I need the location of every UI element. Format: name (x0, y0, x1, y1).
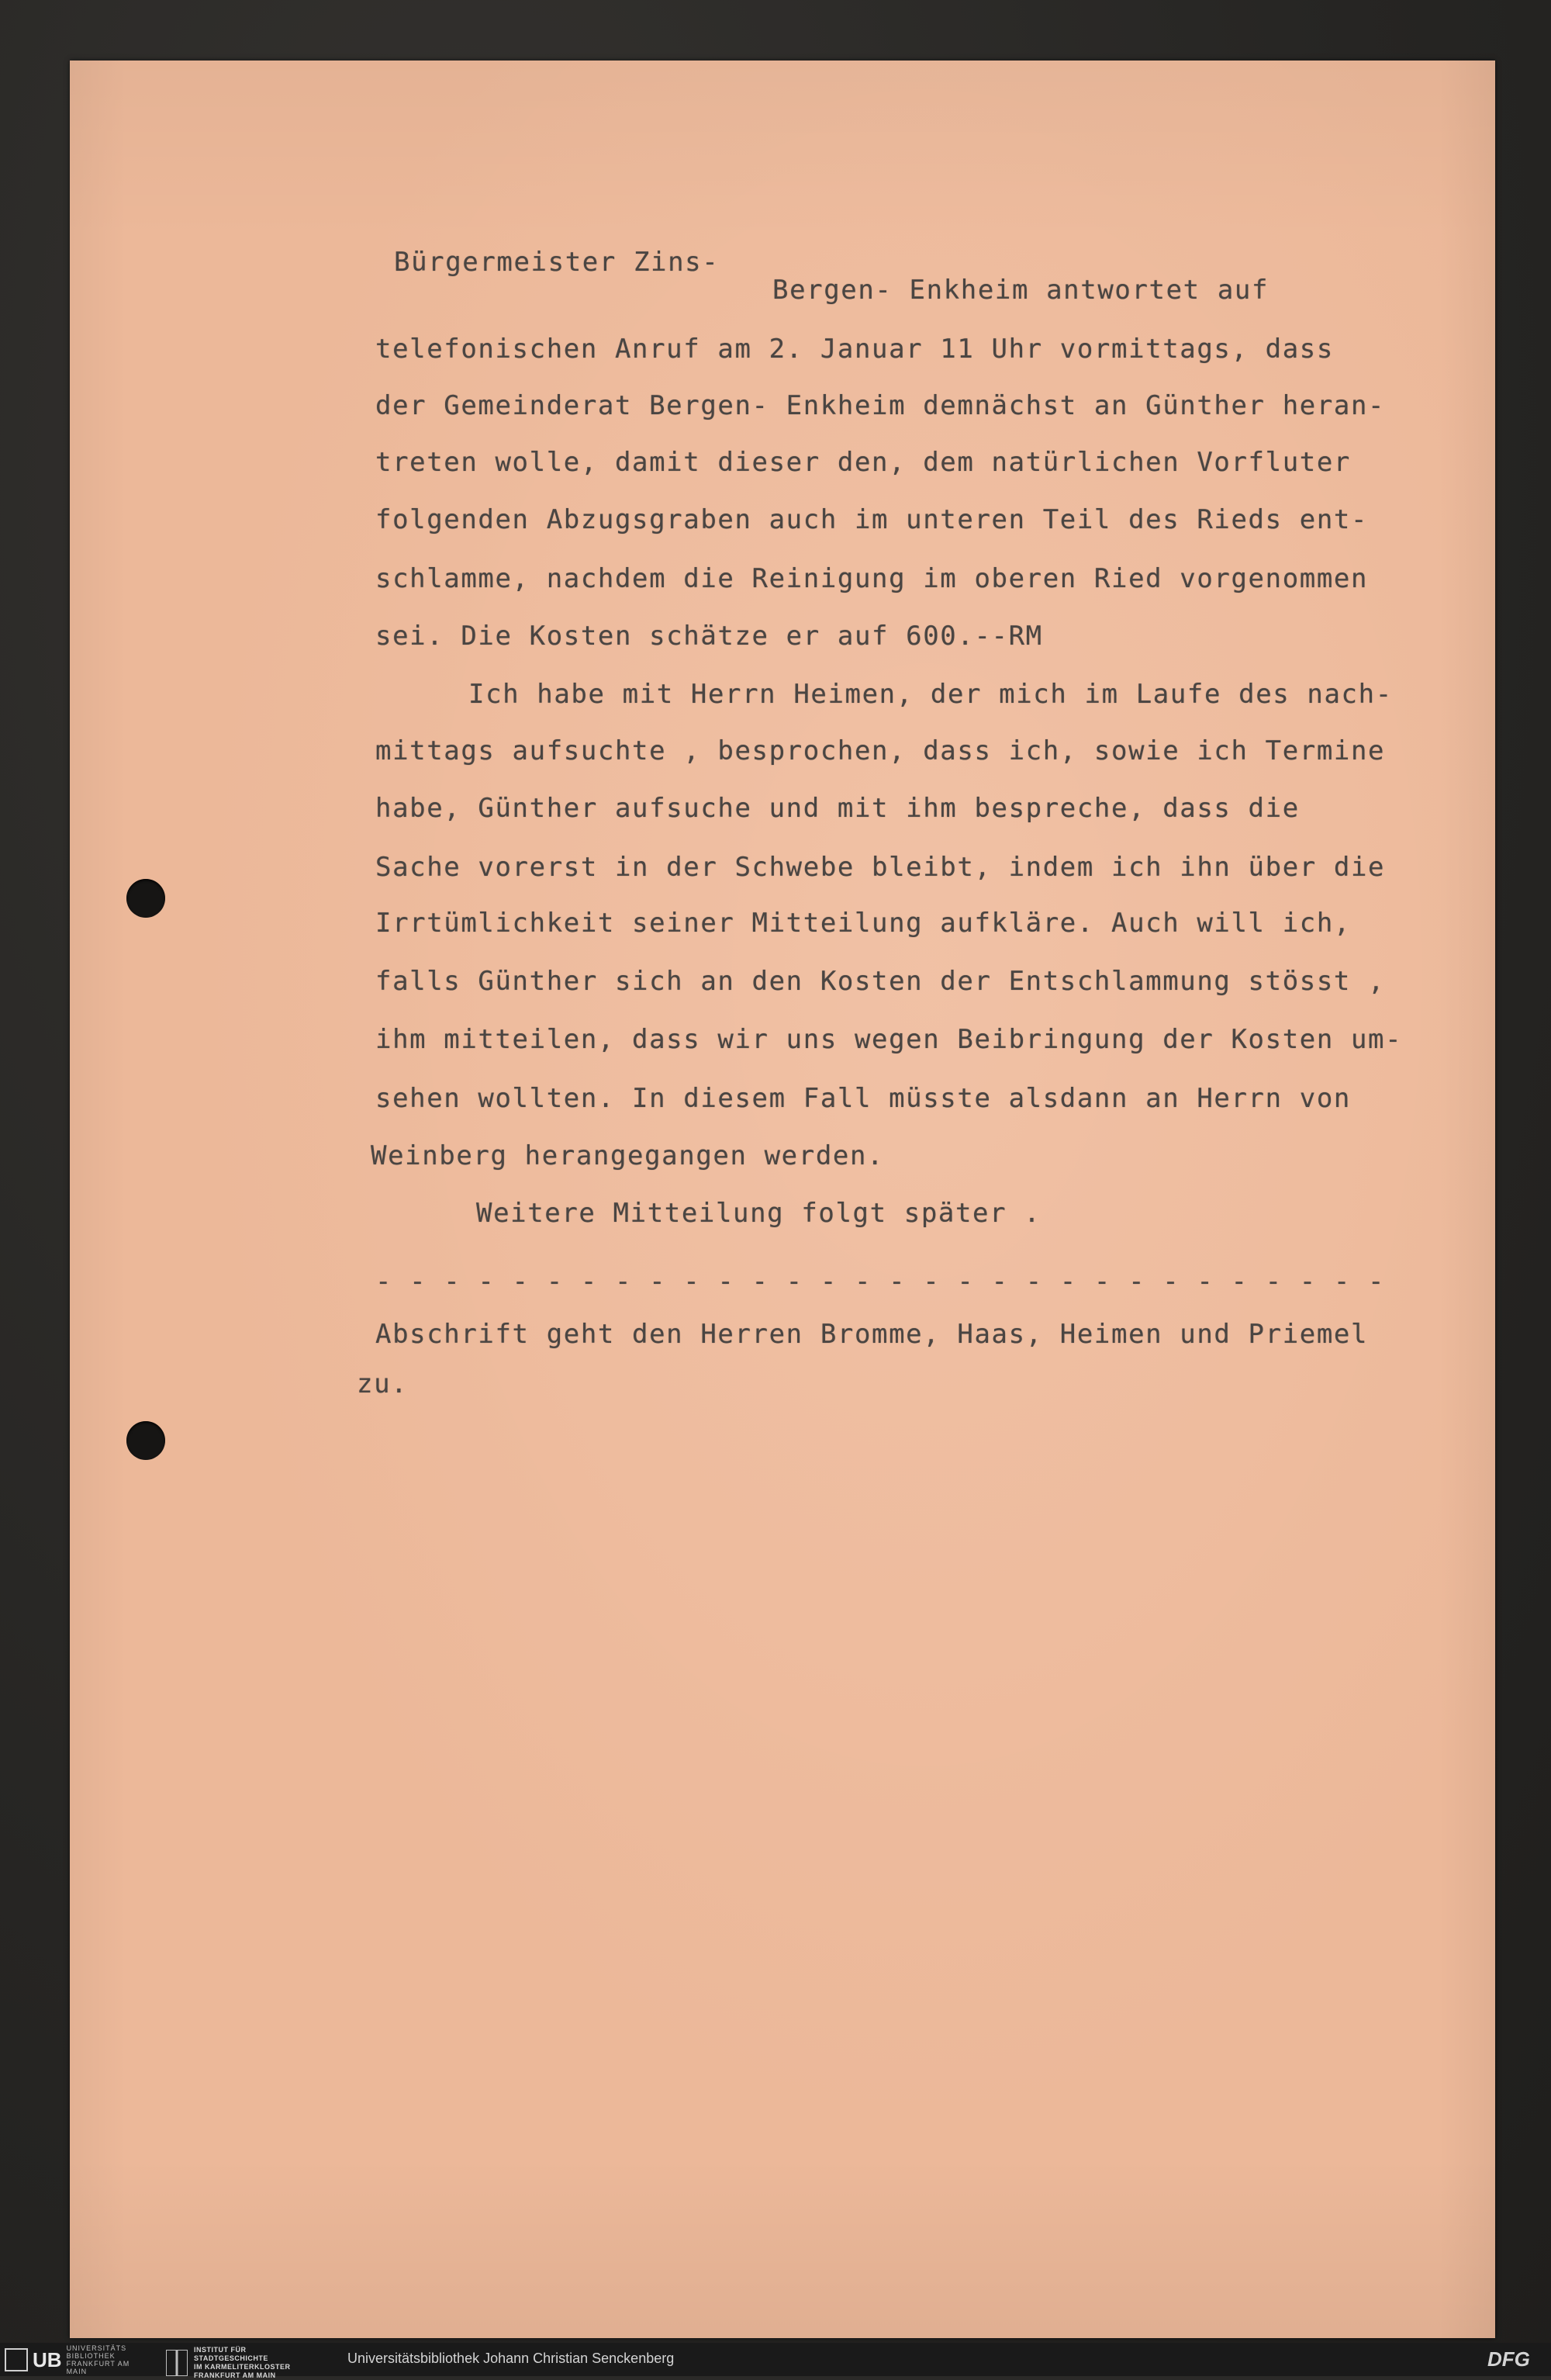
isg-line-2: STADTGESCHICHTE (194, 2354, 268, 2362)
text-line-4: der Gemeinderat Bergen- Enkheim demnächst an Günther heran- (375, 390, 1386, 421)
text-line-3: telefonischen Anruf am 2. Januar 11 Uhr vormittags, dass (375, 334, 1334, 365)
text-line-17: Weinberg herangegangen werden. (371, 1140, 885, 1171)
text-line-5: treten wolle, damit dieser den, dem natürlichen Vorfluter (375, 447, 1351, 478)
text-line-13: Irrtümlichkeit seiner Mitteilung aufkläre. Auch will ich, (375, 908, 1351, 939)
text-line-9: Ich habe mit Herrn Heimen, der mich im Laufe des nach- (468, 679, 1393, 710)
text-line-1: Bürgermeister Zins- (394, 247, 720, 278)
dfg-logo: DFG (1487, 2347, 1530, 2371)
isg-logo-text (194, 2346, 291, 2380)
ub-logo-icon (5, 2348, 28, 2371)
text-line-15: ihm mitteilen, dass wir uns wegen Beibringung der Kosten um- (375, 1024, 1403, 1055)
isg-line-4: FRANKFURT AM MAIN (194, 2371, 276, 2379)
text-line-6: folgenden Abzugsgraben auch im unteren Teil des Rieds ent- (375, 504, 1369, 535)
text-line-16: sehen wollten. In diesem Fall müsste alsdann an Herrn von (375, 1083, 1351, 1114)
text-line-14: falls Günther sich an den Kosten der Entschlammung stösst , (375, 966, 1386, 997)
text-line-10: mittags aufsuchte , besprochen, dass ich, sowie ich Termine (375, 735, 1386, 766)
punch-hole-bottom (126, 1421, 165, 1460)
text-line-8: sei. Die Kosten schätze er auf 600.--RM (375, 621, 1043, 652)
text-line-12: Sache vorerst in der Schwebe bleibt, indem ich ihn über die (375, 852, 1386, 883)
isg-line-1: INSTITUT FÜR (194, 2346, 247, 2354)
ub-logo-subtitle: UNIVERSITÄTS BIBLIOTHEK FRANKFURT AM MAIN (66, 2344, 130, 2375)
text-line-2: Bergen- Enkheim antwortet auf (772, 275, 1269, 306)
text-line-20: zu. (357, 1368, 409, 1399)
library-credit: Universitätsbibliothek Johann Christian Senckenberg (347, 2351, 675, 2366)
isg-logo (166, 2346, 291, 2380)
text-line-11: habe, Günther aufsuche und mit ihm bespreche, dass die (375, 793, 1300, 824)
ub-logo (5, 2344, 141, 2375)
text-line-7: schlamme, nachdem die Reinigung im oberen Ried vorgenommen (375, 563, 1369, 594)
text-line-18: Weitere Mitteilung folgt später . (476, 1198, 1041, 1229)
ub-logo-label: UB (33, 2347, 62, 2371)
text-line-19: Abschrift geht den Herren Bromme, Haas, Heimen und Priemel (375, 1319, 1369, 1350)
isg-emblem-icon (166, 2350, 188, 2376)
punch-hole-top (126, 879, 165, 918)
isg-line-3: IM KARMELITERKLOSTER (194, 2363, 291, 2371)
divider-dashes: - - - - - - - - - - - - - - - - - - - - - - - - - - - - - - (375, 1266, 1386, 1297)
